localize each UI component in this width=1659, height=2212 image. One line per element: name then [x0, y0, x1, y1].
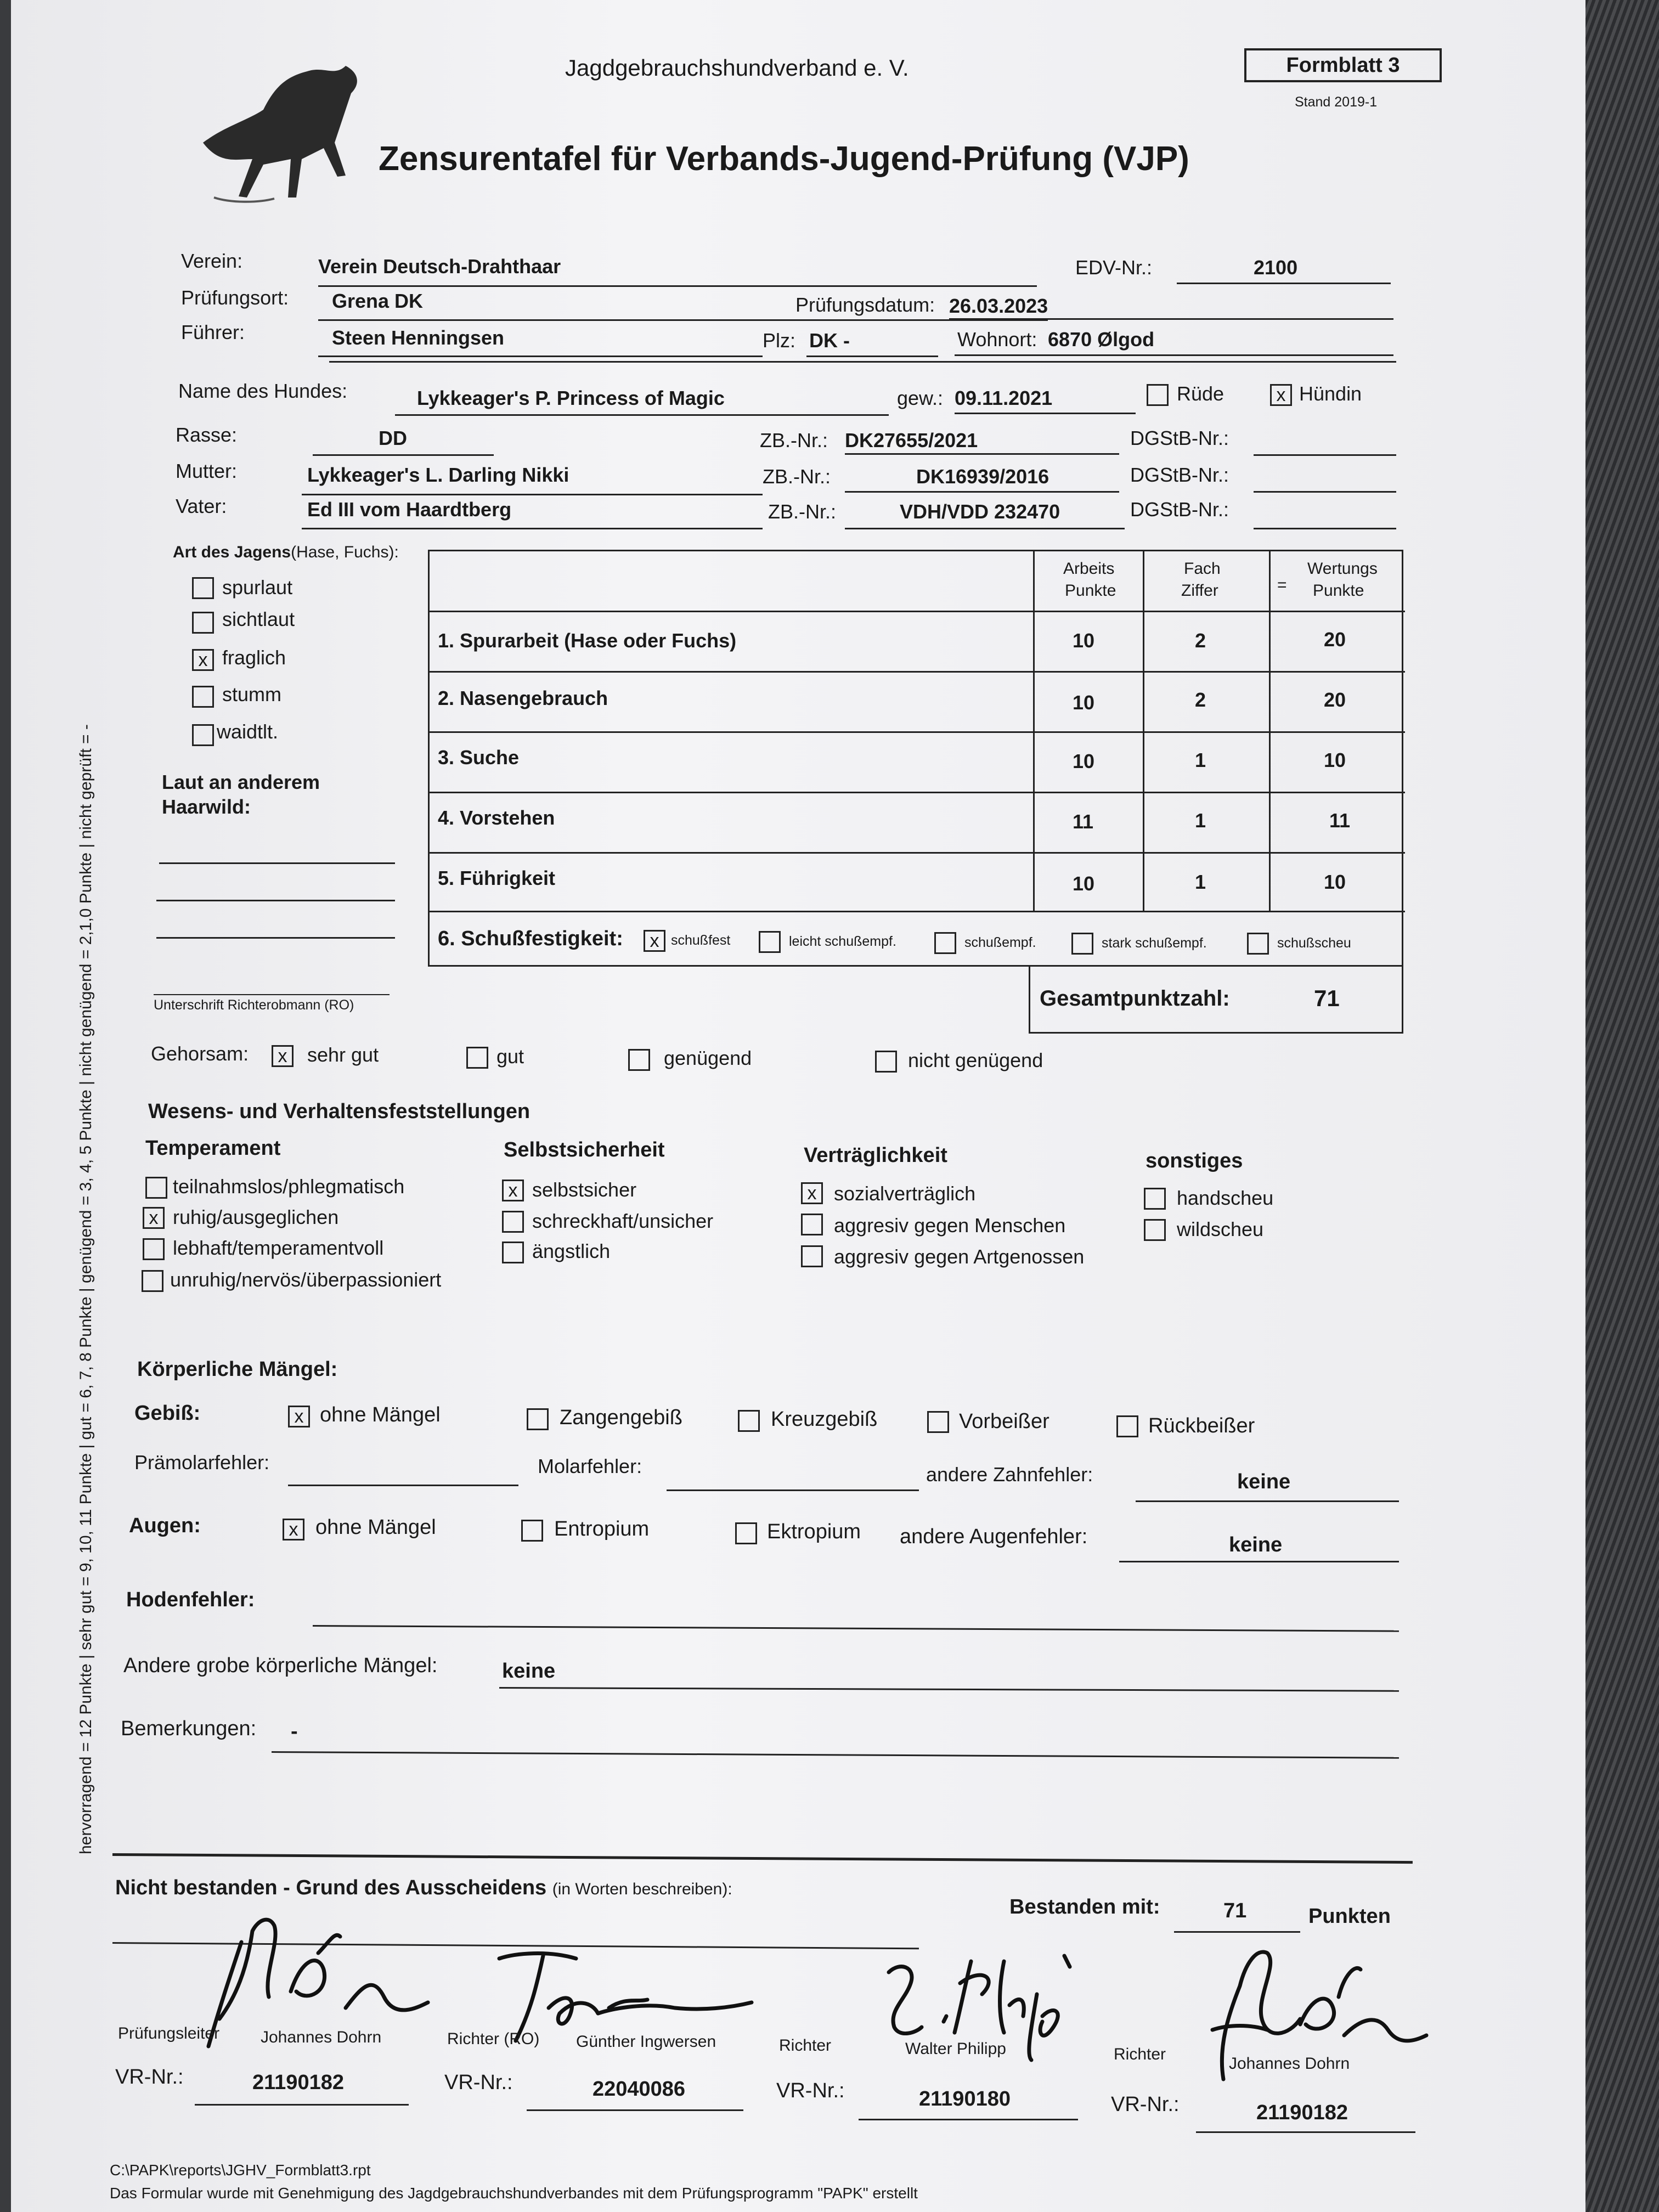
judge4-name: Johannes Dohrn [1229, 2055, 1350, 2073]
jagen-label-small: (Hase, Fuchs): [291, 543, 399, 561]
gehorsam-genuegend-checkbox[interactable] [628, 1049, 650, 1071]
laut-line-2 [156, 900, 395, 901]
wohnort-label: Wohnort: [957, 328, 1037, 351]
unterschrift-line [154, 994, 390, 995]
plz-label: Plz: [763, 329, 796, 352]
gehorsam-gut-checkbox[interactable] [466, 1047, 488, 1069]
datum-label: Prüfungsdatum: [795, 294, 935, 316]
waidtlt-label: waidtlt. [217, 720, 279, 743]
row4-wp: 11 [1329, 809, 1351, 832]
jagen-label: Art des Jagens [173, 543, 291, 561]
praemolar-label: Prämolarfehler: [134, 1451, 270, 1474]
gehorsam-label: Gehorsam: [151, 1042, 249, 1065]
fuehrer-line [318, 356, 763, 357]
leicht-checkbox[interactable] [759, 931, 781, 953]
hoden-label: Hodenfehler: [126, 1588, 255, 1611]
dgstb-line-2 [1254, 491, 1396, 493]
info-separator [329, 361, 1396, 363]
hdr-wpunkte: Punkte [1313, 582, 1364, 600]
grobe-label: Andere grobe körperliche Mängel: [123, 1654, 438, 1677]
judge2-name: Günther Ingwersen [576, 2033, 716, 2051]
side-legend: hervorragend = 12 Punkte | sehr gut = 9, 10, 11 Punkte | gut = 6, 7, 8 Punkte | genügend = 3, 4, 5 Punkte | nicht genügend = 2,1,0 Punkte | nicht geprüft = - [77, 724, 95, 1854]
row3-wp: 10 [1324, 749, 1346, 771]
wildscheu-label: wildscheu [1177, 1218, 1264, 1240]
row1-wp: 20 [1324, 628, 1346, 651]
judge4-vr: 21190182 [1256, 2101, 1348, 2124]
bemerk-value: - [291, 1720, 298, 1743]
hdr-ziffer: Ziffer [1181, 582, 1218, 600]
vater-line [302, 528, 763, 529]
gew-line [955, 413, 1136, 414]
schuss-label: 6. Schußfestigkeit: [438, 927, 623, 950]
row2-label: 2. Nasengebrauch [438, 687, 608, 709]
aggr-menschen-checkbox[interactable] [801, 1214, 823, 1235]
stand-label: Stand 2019-1 [1295, 94, 1378, 110]
stumm-checkbox[interactable] [192, 686, 214, 708]
waidtlt-checkbox[interactable] [192, 724, 214, 746]
rasse-line [313, 454, 494, 456]
schussempf-checkbox[interactable] [934, 932, 956, 954]
nicht-bestanden-label: Nicht bestanden - Grund des Ausscheidens [115, 1876, 547, 1899]
koerper-title: Körperliche Mängel: [137, 1358, 338, 1381]
judge2-role: Richter (RO) [447, 2030, 540, 2048]
vorbeisser-label: Vorbeißer [959, 1410, 1049, 1433]
gew-value: 09.11.2021 [955, 387, 1053, 409]
hdr-punkte: Punkte [1065, 582, 1116, 600]
judge4-role: Richter [1114, 2045, 1166, 2063]
edv-line [1177, 283, 1391, 284]
entropium-label: Entropium [554, 1517, 650, 1541]
plz-value: DK - [809, 329, 850, 352]
selbstsicher-checkbox[interactable]: x [502, 1180, 524, 1201]
handscheu-label: handscheu [1177, 1187, 1274, 1209]
row3-ap: 10 [1073, 750, 1095, 772]
zb-label: ZB.-Nr.: [760, 429, 828, 452]
vater-zb-line [845, 528, 1125, 529]
spurlaut-checkbox[interactable] [192, 577, 214, 599]
ruede-checkbox[interactable] [1147, 384, 1169, 406]
judge1-vr: 21190182 [252, 2071, 344, 2094]
gebiss-ohne-label: ohne Mängel [320, 1403, 441, 1426]
pruefungsort-line [318, 319, 1048, 321]
row-sep-2 [430, 731, 1405, 733]
row2-fz: 2 [1195, 689, 1206, 711]
verein-label: Verein: [181, 250, 243, 272]
leicht-label: leicht schußempf. [789, 934, 896, 949]
row5-label: 5. Führigkeit [438, 867, 556, 889]
mutter-label: Mutter: [176, 460, 238, 482]
sichtlaut-label: sichtlaut [222, 608, 295, 630]
verein-value: Verein Deutsch-Drahthaar [318, 255, 561, 278]
judge3-vr-label: VR-Nr.: [776, 2079, 845, 2102]
wohnort-value: 6870 Ølgod [1048, 328, 1155, 351]
laut-label-2: Haarwild: [162, 795, 251, 818]
dog-logo-icon [181, 33, 379, 214]
selbstsicher-label: selbstsicher [532, 1178, 637, 1201]
vater-label: Vater: [176, 495, 227, 517]
gew-label: gew.: [897, 387, 944, 409]
jagen-title [173, 543, 399, 562]
ektropium-label: Ektropium [767, 1520, 861, 1543]
selbst-title: Selbstsicherheit [504, 1138, 665, 1161]
row2-wp: 20 [1324, 689, 1346, 711]
unruhig-checkbox[interactable] [142, 1270, 163, 1292]
schreckhaft-label: schreckhaft/unsicher [532, 1210, 714, 1232]
dgstb-line-1 [1254, 454, 1396, 456]
judge2-vr: 22040086 [592, 2078, 686, 2101]
ruhig-label: ruhig/ausgeglichen [173, 1206, 339, 1228]
aengstlich-label: ängstlich [532, 1240, 611, 1262]
page-title: Zensurentafel für Verbands-Jugend-Prüfung (VJP) [379, 140, 1189, 178]
hundname-label: Name des Hundes: [178, 380, 348, 402]
form-sheet [11, 0, 1585, 2212]
teilnahmslos-checkbox[interactable] [145, 1177, 167, 1199]
verein-line [318, 285, 1037, 287]
schussempf-label: schußempf. [964, 935, 1036, 950]
pruefungsort-label: Prüfungsort: [181, 286, 289, 309]
row4-fz: 1 [1195, 809, 1206, 832]
row-sep-5 [430, 911, 1405, 912]
aengstlich-checkbox[interactable] [502, 1242, 524, 1263]
zb-value: DK27655/2021 [845, 429, 978, 452]
judge3-name: Walter Philipp [905, 2040, 1006, 2058]
sozial-label: sozialverträglich [834, 1182, 976, 1205]
formblatt-box: Formblatt 3 [1244, 48, 1442, 82]
gehorsam-sehrgut-label: sehr gut [307, 1043, 379, 1066]
gehorsam-nichtgenuegend-checkbox[interactable] [875, 1051, 897, 1073]
grobe-value: keine [502, 1660, 556, 1683]
gebiss-label: Gebiß: [134, 1402, 201, 1425]
row4-label: 4. Vorstehen [438, 806, 555, 829]
sichtlaut-checkbox[interactable] [192, 612, 214, 634]
dgstb-label-1: DGStB-Nr.: [1130, 427, 1229, 449]
schreckhaft-checkbox[interactable] [502, 1211, 524, 1233]
fraglich-label: fraglich [222, 646, 286, 669]
spurlaut-label: spurlaut [222, 576, 293, 599]
org-name: Jagdgebrauchshundverband e. V. [565, 55, 909, 81]
bemerk-line [272, 1751, 1399, 1759]
plz-line [806, 356, 938, 357]
unterschrift-label: Unterschrift Richterobmann (RO) [154, 997, 354, 1013]
mutter-zb-line [845, 491, 1119, 493]
stark-label: stark schußempf. [1102, 935, 1207, 951]
molar-label: Molarfehler: [538, 1455, 642, 1477]
sonst-title: sonstiges [1146, 1149, 1243, 1172]
judge4-vr-line [1196, 2131, 1415, 2133]
augenfehler-value: keine [1229, 1533, 1283, 1556]
grobe-line [499, 1687, 1399, 1692]
judge1-name: Johannes Dohrn [261, 2028, 382, 2046]
kreuz-checkbox[interactable] [738, 1410, 760, 1432]
hdr-wertungs: Wertungs [1307, 560, 1378, 578]
augenfehler-label: andere Augenfehler: [900, 1525, 1088, 1548]
gesamt-label: Gesamtpunktzahl: [1040, 986, 1230, 1011]
wildscheu-checkbox[interactable] [1144, 1219, 1166, 1241]
judge1-vr-label: VR-Nr.: [115, 2066, 184, 2089]
row-sep-4 [430, 852, 1405, 854]
vater-zb-value: VDH/VDD 232470 [900, 500, 1060, 523]
stumm-label: stumm [222, 683, 281, 706]
row5-ap: 10 [1073, 872, 1095, 895]
augen-ohne-label: ohne Mängel [315, 1516, 436, 1539]
judge1-role: Prüfungsleiter [118, 2024, 220, 2042]
edv-value: 2100 [1254, 256, 1298, 279]
judge4-vr-label: VR-Nr.: [1111, 2093, 1180, 2116]
mutter-zb-value: DK16939/2016 [916, 465, 1049, 488]
gebiss-ohne-checkbox[interactable]: x [288, 1406, 310, 1427]
mutter-zb-label: ZB.-Nr.: [763, 465, 831, 488]
dgstb-label-3: DGStB-Nr.: [1130, 498, 1229, 521]
row4-ap: 11 [1073, 810, 1094, 833]
zahn-label: andere Zahnfehler: [926, 1463, 1093, 1486]
row3-label: 3. Suche [438, 746, 520, 769]
aggr-artgenossen-checkbox[interactable] [801, 1245, 823, 1267]
entropium-checkbox[interactable] [521, 1520, 543, 1542]
zangen-label: Zangengebiß [560, 1406, 682, 1429]
rasse-value: DD [379, 427, 407, 449]
bestanden-line [1174, 1931, 1300, 1933]
temperament-title: Temperament [145, 1137, 281, 1160]
stark-checkbox[interactable] [1071, 933, 1093, 955]
rueckbeisser-checkbox[interactable] [1116, 1415, 1138, 1437]
ruhig-checkbox[interactable]: x [143, 1207, 165, 1229]
lebhaft-label: lebhaft/temperamentvoll [173, 1237, 384, 1259]
bemerk-label: Bemerkungen: [121, 1717, 257, 1740]
gehorsam-gut-label: gut [496, 1045, 524, 1068]
row-sep-1 [430, 671, 1405, 673]
laut-line-1 [159, 862, 395, 864]
hdr-arbeits: Arbeits [1063, 560, 1115, 578]
row-sep-3 [430, 792, 1405, 793]
vater-value: Ed III vom Haardtberg [307, 498, 512, 521]
laut-label-1: Laut an anderem [162, 771, 320, 793]
vorbeisser-checkbox[interactable] [927, 1411, 949, 1433]
kreuz-label: Kreuzgebiß [771, 1408, 878, 1431]
row-sep-h [430, 611, 1405, 612]
pruefungsort-value: Grena DK [332, 290, 424, 312]
gehorsam-nichtgenuegend-label: nicht genügend [908, 1049, 1043, 1071]
molar-line [667, 1489, 919, 1491]
schussfest-label: schußfest [671, 933, 731, 948]
dgstb-line-3 [1254, 528, 1396, 529]
footer-separator [112, 1853, 1413, 1864]
row1-label: 1. Spurarbeit (Hase oder Fuchs) [438, 629, 737, 652]
judge2-vr-label: VR-Nr.: [444, 2071, 513, 2094]
unruhig-label: unruhig/nervös/überpassioniert [170, 1268, 442, 1291]
zangen-checkbox[interactable] [527, 1408, 549, 1430]
wesen-title: Wesens- und Verhaltensfeststellungen [148, 1100, 531, 1123]
vater-zb-label: ZB.-Nr.: [768, 500, 836, 523]
nicht-bestanden [115, 1876, 732, 1900]
wohnort-line [955, 354, 1393, 356]
report-path: C:\PAPK\reports\JGHV_Formblatt3.rpt [110, 2162, 371, 2179]
judge1-vr-line [195, 2104, 409, 2106]
hdr-eq: = [1277, 576, 1287, 594]
zahn-line [1136, 1500, 1399, 1502]
hoden-line [313, 1625, 1399, 1632]
augenfehler-line [1119, 1561, 1399, 1562]
huendin-checkbox[interactable]: x [1270, 384, 1292, 406]
gehorsam-sehrgut-checkbox[interactable]: x [272, 1045, 294, 1067]
vertraeg-title: Verträglichkeit [804, 1144, 947, 1167]
sozial-checkbox[interactable]: x [801, 1182, 823, 1204]
nicht-bestanden-small: (in Worten beschreiben): [552, 1880, 732, 1898]
mutter-line [302, 494, 763, 495]
zb-line [845, 453, 1119, 455]
edv-label: EDV-Nr.: [1075, 256, 1153, 279]
row1-fz: 2 [1195, 629, 1206, 652]
score-table [428, 550, 1403, 967]
row5-fz: 1 [1195, 871, 1206, 893]
dgstb-label-2: DGStB-Nr.: [1130, 464, 1229, 486]
schussscheu-label: schußscheu [1277, 935, 1351, 951]
augen-label: Augen: [129, 1514, 201, 1537]
gehorsam-genuegend-label: genügend [664, 1047, 752, 1069]
fuehrer-value: Steen Henningsen [332, 326, 505, 349]
judge3-role: Richter [779, 2036, 832, 2055]
row3-fz: 1 [1195, 749, 1206, 771]
punkten-label: Punkten [1308, 1905, 1391, 1928]
huendin-label: Hündin [1299, 382, 1362, 405]
augen-ohne-checkbox[interactable]: x [283, 1519, 304, 1541]
fuehrer-label: Führer: [181, 321, 245, 343]
ektropium-checkbox[interactable] [735, 1522, 757, 1544]
datum-value: 26.03.2023 [949, 295, 1048, 317]
handscheu-checkbox[interactable] [1144, 1188, 1166, 1210]
datum-line [949, 318, 1393, 320]
hdr-fach: Fach [1184, 560, 1221, 578]
schussfest-checkbox[interactable]: x [644, 930, 665, 952]
row2-ap: 10 [1073, 691, 1095, 714]
gesamt-value: 71 [1314, 985, 1340, 1011]
fraglich-checkbox[interactable]: x [192, 649, 214, 671]
footer-note: Das Formular wurde mit Genehmigung des Jagdgebrauchshundverbandes mit dem Prüfungsprogramm "PAPK" erstellt [110, 2185, 918, 2202]
teilnahmslos-label: teilnahmslos/phlegmatisch [173, 1175, 405, 1198]
aggr-menschen-label: aggresiv gegen Menschen [834, 1214, 1066, 1237]
judge3-vr-line [859, 2119, 1078, 2120]
schussscheu-checkbox[interactable] [1247, 933, 1269, 955]
judge2-vr-line [527, 2109, 743, 2111]
aggr-artgenossen-label: aggresiv gegen Artgenossen [834, 1245, 1085, 1268]
lebhaft-checkbox[interactable] [143, 1238, 165, 1260]
hundname-value: Lykkeager's P. Princess of Magic [417, 387, 725, 409]
bestanden-label: Bestanden mit: [1009, 1895, 1160, 1918]
laut-line-3 [156, 937, 395, 939]
rueckbeisser-label: Rückbeißer [1148, 1414, 1255, 1437]
ruede-label: Rüde [1177, 382, 1224, 405]
row5-wp: 10 [1324, 871, 1346, 893]
praemolar-line [288, 1485, 518, 1486]
hundname-line [395, 414, 889, 416]
bestanden-value: 71 [1223, 1899, 1247, 1922]
zahn-value: keine [1237, 1470, 1291, 1493]
rasse-label: Rasse: [176, 424, 238, 446]
mutter-value: Lykkeager's L. Darling Nikki [307, 464, 569, 486]
row1-ap: 10 [1073, 629, 1095, 652]
judge3-vr: 21190180 [919, 2087, 1011, 2111]
